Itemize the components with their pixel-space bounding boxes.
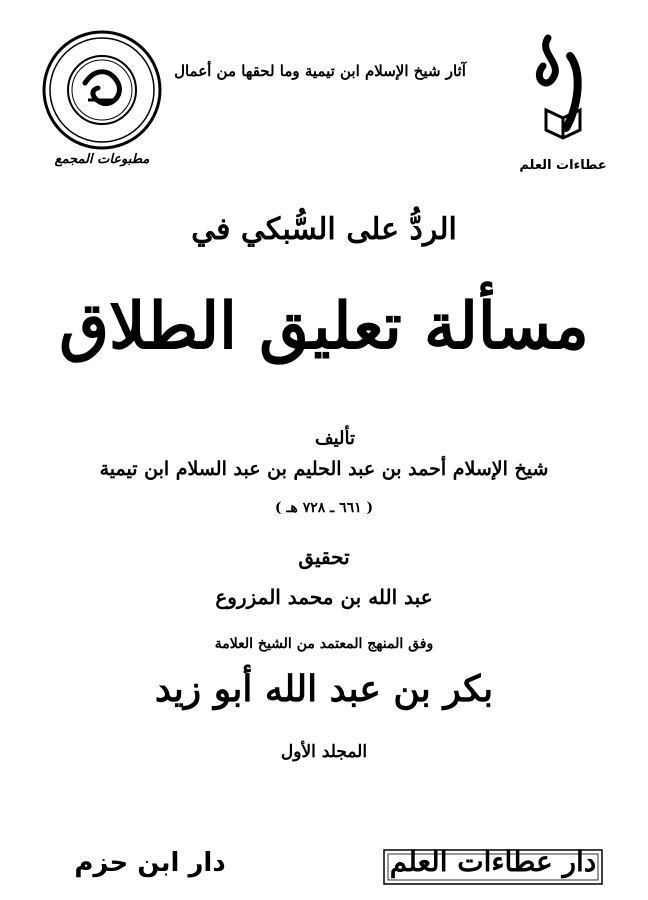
book-title: مسألة تعليق الطلاق bbox=[59, 289, 589, 364]
author-label: تأليف bbox=[314, 428, 356, 449]
author-dates: ( ٦٦١ ـ ٧٢٨ هـ ) bbox=[274, 500, 374, 516]
publisher-dar-ataat-alilm bbox=[378, 836, 608, 888]
publisher-right-label: دار عطاءات العلم bbox=[389, 845, 597, 878]
method-line: وفق المنهج المعتمد من الشيخ العلامة bbox=[214, 636, 434, 652]
editor-label: تحقيق bbox=[298, 545, 350, 569]
brand-logo bbox=[508, 18, 618, 178]
supervisor-name: بكر بن عبد الله أبو زيد bbox=[154, 668, 494, 710]
author-name: شيخ الإسلام أحمد بن عبد الحليم بن عبد السلام ابن تيمية bbox=[99, 458, 549, 480]
seal-caption: مطبوعات المجمع bbox=[54, 152, 150, 167]
brand-label: عطاءات العلم bbox=[519, 158, 607, 173]
editor-name: عبد الله بن محمد المزروع bbox=[215, 585, 433, 609]
volume-label: المجلد الأول bbox=[280, 742, 368, 762]
academy-seal bbox=[40, 28, 164, 152]
publisher-dar-ibn-hazm: دار ابن حزم bbox=[74, 848, 226, 878]
series-title: آثار شيخ الإسلام ابن تيمية وما لحقها من أعمال bbox=[174, 62, 466, 80]
book-subtitle: الردُّ على السُّبكي في bbox=[191, 212, 457, 247]
